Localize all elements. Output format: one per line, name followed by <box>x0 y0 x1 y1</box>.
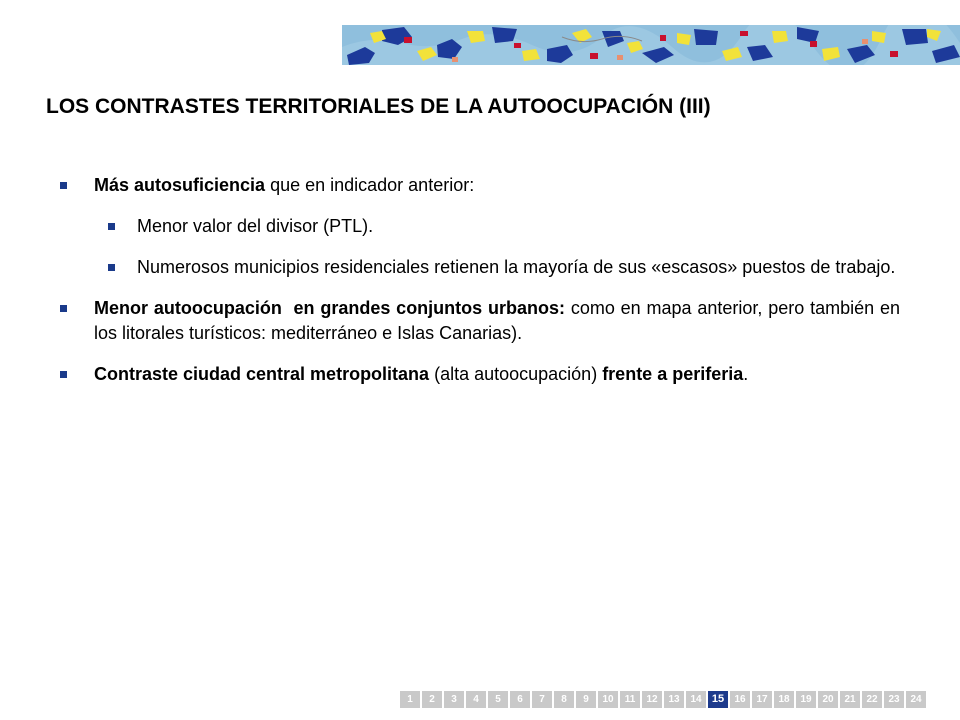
page-link-9[interactable]: 9 <box>576 691 596 708</box>
map-strip-image <box>342 25 960 65</box>
header-map-banner <box>342 25 960 65</box>
slide-title: LOS CONTRASTES TERRITORIALES DE LA AUTOOCUPACIÓN (III) <box>46 95 711 118</box>
bullet-item <box>58 362 900 387</box>
page-link-16[interactable]: 16 <box>730 691 750 708</box>
page-link-13[interactable]: 13 <box>664 691 684 708</box>
square-bullet-icon <box>108 223 115 230</box>
bullet-text: (alta autoocupación) <box>429 364 603 384</box>
sub-bullet-text: Menor valor del divisor (PTL). <box>137 216 374 236</box>
sub-bullet-text: Numerosos municipios residenciales retienen la mayoría de sus «escasos» puestos de trabajo. <box>137 257 896 277</box>
square-bullet-icon <box>108 264 115 271</box>
sub-bullet-item <box>58 255 900 280</box>
page-link-18[interactable]: 18 <box>774 691 794 708</box>
page-link-24[interactable]: 24 <box>906 691 926 708</box>
page-link-6[interactable]: 6 <box>510 691 530 708</box>
bullet-bold-text: Menor autoocupación en grandes conjuntos urbanos: <box>94 298 565 318</box>
bullet-item <box>58 296 900 346</box>
page-link-14[interactable]: 14 <box>686 691 706 708</box>
page-link-22[interactable]: 22 <box>862 691 882 708</box>
bullet-text: como en mapa anterior, pero también en los litorales turísticos: mediterráneo e Islas Canarias). <box>94 298 900 343</box>
page-link-15[interactable]: 15 <box>708 691 728 708</box>
page-link-10[interactable]: 10 <box>598 691 618 708</box>
page-link-12[interactable]: 12 <box>642 691 662 708</box>
page-link-1[interactable]: 1 <box>400 691 420 708</box>
page-link-23[interactable]: 23 <box>884 691 904 708</box>
bullet-text: . <box>743 364 749 384</box>
bullet-bold-text: frente a periferia <box>602 364 744 384</box>
page-link-5[interactable]: 5 <box>488 691 508 708</box>
bullet-text: que en indicador anterior: <box>265 175 475 195</box>
page-link-3[interactable]: 3 <box>444 691 464 708</box>
page-link-7[interactable]: 7 <box>532 691 552 708</box>
page-link-19[interactable]: 19 <box>796 691 816 708</box>
bullet-bold-text: Más autosuficiencia <box>94 175 266 195</box>
page-link-8[interactable]: 8 <box>554 691 574 708</box>
slide-body <box>58 173 900 403</box>
bullet-item <box>58 173 900 198</box>
page-link-21[interactable]: 21 <box>840 691 860 708</box>
slide-pager <box>400 691 926 708</box>
square-bullet-icon <box>60 305 67 312</box>
sub-bullet-item <box>58 214 900 239</box>
page-link-2[interactable]: 2 <box>422 691 442 708</box>
page-link-4[interactable]: 4 <box>466 691 486 708</box>
square-bullet-icon <box>60 182 67 189</box>
square-bullet-icon <box>60 371 67 378</box>
page-link-20[interactable]: 20 <box>818 691 838 708</box>
bullet-bold-text: Contraste ciudad central metropolitana <box>94 364 430 384</box>
page-link-17[interactable]: 17 <box>752 691 772 708</box>
page-link-11[interactable]: 11 <box>620 691 640 708</box>
